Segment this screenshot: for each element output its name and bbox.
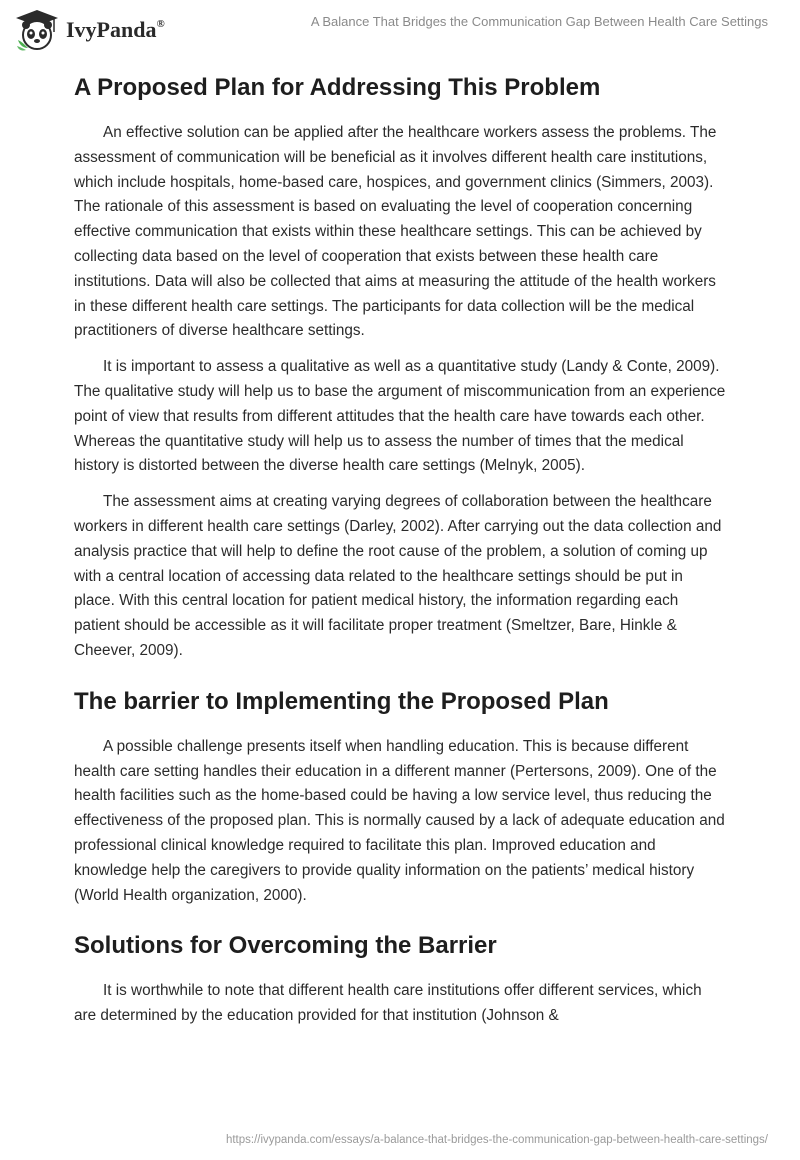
document-title: A Balance That Bridges the Communication Gap Between Health Care Settings bbox=[310, 14, 768, 29]
paragraph: A possible challenge presents itself when handling education. This is because different health care setting handles their education in a different manner (Pertersons, 2009). One of the health facilities such as the home-based could be having a low service level, thus reducing the effectiveness of the proposed plan. This is normally caused by a lack of adequate education and professional clinical knowledge required to facilitate this plan. Improved education and knowledge help the caregivers to provide quality information on the patients’ medical history (World Health organization, 2000). bbox=[74, 737, 725, 904]
source-url-link[interactable]: https://ivypanda.com/essays/a-balance-that-bridges-the-communication-gap-between-health-care-settings/ bbox=[225, 1134, 768, 1146]
paragraph: It is important to assess a qualitative as well as a quantitative study (Landy & Conte, 2009). The qualitative study will help us to base the argument of miscommunication from an experience point of view that results from different attitudes that the health care have towards each other. Whereas the quantitative study will help us to assess the number of times that the medical history is distorted between the diverse health care settings (Melnyk, 2005). bbox=[74, 358, 726, 475]
section-proposed-plan bbox=[74, 72, 726, 664]
ivypanda-logo[interactable] bbox=[14, 8, 165, 52]
paragraph: The assessment aims at creating varying degrees of collaboration between the healthcare workers in different health care settings (Darley, 2002). After carrying out the data collection and analysis practice that will help to define the root cause of the problem, a solution of coming up with a central location of accessing data related to the healthcare settings should be put in place. With this central location for patient medical history, the information regarding each patient should be accessible as it will facilitate proper treatment (Smeltzer, Bare, Hinkle & Cheever, 2009). bbox=[74, 493, 722, 659]
section-barrier bbox=[74, 686, 726, 909]
section-heading: A Proposed Plan for Addressing This Problem bbox=[74, 74, 601, 101]
section-solutions bbox=[74, 930, 726, 1029]
brand-name: IvyPanda® bbox=[66, 17, 165, 42]
section-heading: Solutions for Overcoming the Barrier bbox=[74, 932, 497, 960]
panda-graduate-icon bbox=[14, 8, 60, 52]
paragraph: It is worthwhile to note that different health care institutions offer different services, which are determined by the education provided for that institution (Johnson & bbox=[74, 982, 702, 1025]
paragraph: An effective solution can be applied after the healthcare workers assess the problems. The assessment of communication will be beneficial as it involves different health care institutions, which include hospitals, home-based care, hospices, and government clinics (Simmers, 2003). The rationale of this assessment is based on evaluating the level of cooperation concerning effective communication that exists within these healthcare settings. This can be achieved by collecting data based on the level of cooperation that exists between these health care institutions. Data will also be collected that aims at measuring the attitude of the health workers in these different health care settings. The participants for data collection will be the medical practitioners of diverse healthcare settings. bbox=[74, 124, 717, 340]
page-header bbox=[0, 0, 800, 62]
section-heading: The barrier to Implementing the Proposed Plan bbox=[74, 687, 609, 715]
essay-content bbox=[74, 72, 726, 1040]
